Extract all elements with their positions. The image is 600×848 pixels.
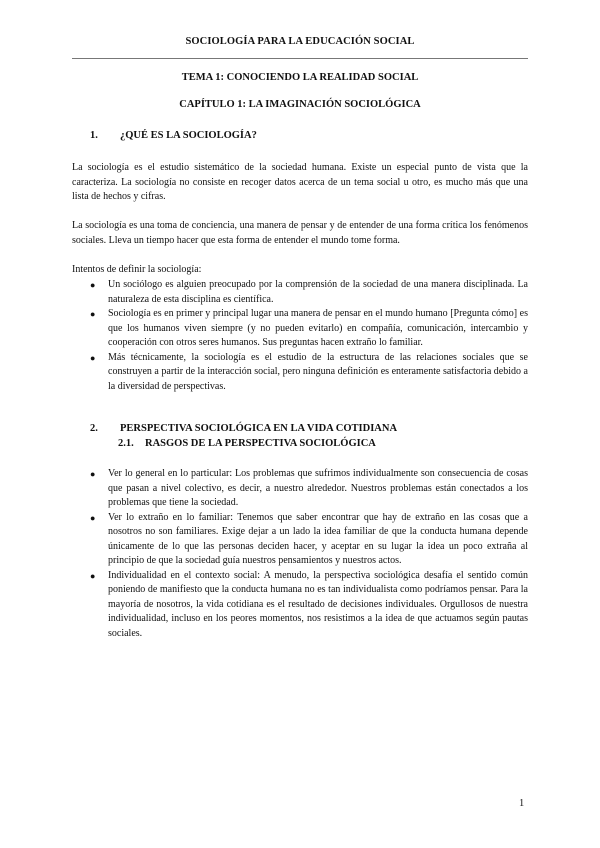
section-2-number: 2. (90, 423, 98, 434)
list-item-text: Más técnicamente, la sociología es el estudio de la estructura de las relaciones sociales que se construyen a partir de la interacción social, pero ninguna definición es enteramente satisfactoria debido a la diversidad de perspectivas. (108, 351, 528, 392)
bullet-icon: ● (90, 309, 96, 319)
section-1-paragraph-2: La sociología es una toma de conciencia, una manera de pensar y de entender de una forma crítica los fenómenos sociales. Lleva un tiempo hacer que esta forma de entender el mundo tome forma. (72, 220, 528, 246)
features-list (90, 467, 528, 641)
list-item (90, 307, 528, 351)
subsection-2-1-number: 2.1. (118, 438, 134, 449)
subsection-2-1-title: RASGOS DE LA PERSPECTIVA SOCIOLÓGICA (145, 438, 376, 449)
bullet-icon: ● (90, 512, 96, 523)
section-1-title: ¿QUÉ ES LA SOCIOLOGÍA? (120, 130, 257, 141)
list-item (90, 278, 528, 307)
section-1-heading (90, 130, 257, 141)
section-1-paragraph-1: La sociología es el estudio sistemático de la sociedad humana. Existe un especial punto de vista que la caracteriza. La sociología no consiste en recoger datos acerca de un tema social u otro, es mucho más que una lista de hechos y cifras. (72, 162, 528, 202)
list-item-text: Individualidad en el contexto social: A menudo, la perspectiva sociológica desafía el sentido común poniendo de manifiesto que la conducta humana no es tan individualista como podríamos pensar. Para la mayoría de nosotros, la vida cotidiana es el resultado de decisiones individuales. Orgullosos de nuestra individualidad, incluso en los peores momentos, nos resistimos a la idea de que actuamos según pautas sociales. (108, 569, 528, 639)
list-item-text: Ver lo extraño en lo familiar: Tenemos que saber encontrar que hay de extraño en las cosas que a nosotros no son familiares. Exige dejar a un lado la idea familiar de que la conducta humana depende únicamente de lo que las personas deciden hacer, y aceptar en su lugar la idea un poco extraña al principio de que la sociedad guía nuestros pensamientos y nuestros actos. (108, 511, 528, 566)
definitions-intro: Intentos de definir la sociología: (72, 264, 202, 275)
page-header: SOCIOLOGÍA PARA LA EDUCACIÓN SOCIAL (185, 36, 415, 47)
section-2-heading (90, 423, 397, 434)
list-item (90, 569, 528, 642)
page-number: 1 (519, 798, 525, 809)
bullet-icon: ● (90, 469, 96, 479)
list-item (90, 351, 528, 395)
list-item-text: Sociología es en primer y principal lugar una manera de pensar en el mundo humano [Pregunta cómo] es que los humanos viven siempre (y no pueden evitarlo) en compañía, comunicación, intercambio y cooperación con otros seres humanos. Sus preguntas hacen extraño lo familiar. (108, 308, 528, 348)
section-1-number: 1. (90, 130, 98, 141)
list-item (90, 467, 528, 511)
tema-heading: TEMA 1: CONOCIENDO LA REALIDAD SOCIAL (181, 72, 419, 83)
header-divider (72, 58, 528, 59)
list-item-text: Un sociólogo es alguien preocupado por la comprensión de la sociedad de una manera disciplinada. La naturaleza de esta disciplina es científica. (108, 279, 528, 305)
section-2-title: PERSPECTIVA SOCIOLÓGICA EN LA VIDA COTIDIANA (120, 423, 398, 434)
list-item-text: Ver lo general en lo particular: Los problemas que sufrimos individualmente son consecuencia de cosas que pasan a nivel colectivo, es decir, a nuestro alrededor. Nuestros problemas están conectados a los problemas que tiene la sociedad. (108, 468, 528, 508)
subsection-2-1-heading (118, 438, 376, 449)
definitions-list (90, 278, 528, 394)
bullet-icon: ● (90, 352, 96, 363)
bullet-icon: ● (90, 570, 96, 581)
list-item (90, 511, 528, 569)
capitulo-heading: CAPÍTULO 1: LA IMAGINACIÓN SOCIOLÓGICA (179, 99, 421, 110)
bullet-icon: ● (90, 280, 96, 290)
